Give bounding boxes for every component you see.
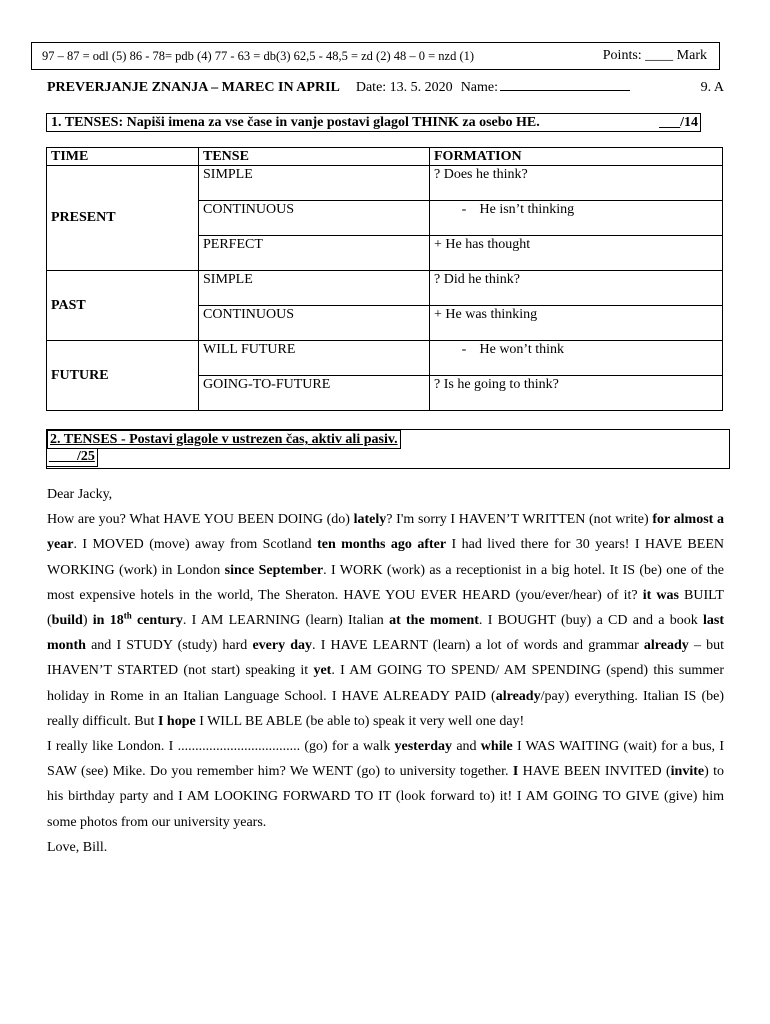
tense-cell: PERFECT: [199, 236, 430, 271]
letter-text-segment: . I WORK (work) as a receptionist in a big hotel. It IS (be) one of the most expensive hotels in the world, The Sheraton. HAVE YOU EVER HEARD (you/ever/hear) of it?: [47, 562, 725, 603]
letter-text-segment: I had lived there for 30 years! I HAVE BEEN WORKING (work) in London: [47, 537, 724, 578]
emphasized-text: it was: [642, 587, 679, 603]
emphasized-text: yet: [313, 663, 332, 679]
letter-text-segment: I really like London. I ................................... (go) for a walk: [47, 739, 395, 755]
emphasized-text: I: [512, 764, 519, 780]
tense-cell: SIMPLE: [199, 166, 430, 201]
table-row: [47, 166, 723, 201]
letter-text-segment: I WAS WAITING (wait) for a bus, I SAW (see) Mike. Do you remember him? We WENT (go) to university together.: [47, 739, 724, 780]
table-row: [47, 341, 723, 376]
letter-text-segment: and I STUDY (study) hard: [85, 638, 253, 654]
emphasized-text: while: [480, 739, 513, 755]
letter-text-segment: HAVE BEEN INVITED (: [518, 764, 671, 780]
letter-text-segment: ): [82, 613, 93, 629]
letter-text-segment: ? I'm sorry I HAVEN’T WRITTEN (not write): [386, 512, 653, 528]
letter-text-segment: – but IHAVEN’T STARTED (not start) speaking it: [47, 638, 724, 679]
letter-text-segment: . I AM GOING TO SPEND/ AM SPENDING (spend) this summer holiday in Rome in an Italian Language School. I HAVE ALREADY PAID (: [47, 663, 724, 704]
table-row: [47, 271, 723, 306]
emphasized-text: build: [51, 613, 83, 629]
letter-greeting: Dear Jacky,: [47, 487, 113, 502]
emphasized-text: last month: [47, 613, 725, 654]
letter-text-segment: BUILT (: [47, 587, 724, 629]
test-title: PREVERJANJE ZNANJA – MAREC IN APRIL: [47, 80, 340, 95]
letter-text-segment: . I HAVE LEARNT (learn) a lot of words and grammar: [312, 638, 644, 654]
tense-cell: SIMPLE: [199, 271, 430, 306]
time-present: PRESENT: [47, 166, 199, 271]
formation-text: He isn’t thinking: [479, 202, 575, 217]
letter-text-segment: How are you? What HAVE YOU BEEN DOING (do): [47, 512, 354, 528]
emphasized-text: I hope: [157, 713, 196, 729]
tense-cell: CONTINUOUS: [199, 306, 430, 341]
formation-cell: + He has thought: [430, 236, 723, 271]
section2-title: 2. TENSES - Postavi glagole v ustrezen čas, aktiv ali pasiv.: [47, 430, 401, 449]
emphasized-text: at the moment: [389, 613, 479, 629]
emphasized-text: already: [643, 638, 689, 654]
letter-text-segment: . I BOUGHT (buy) a CD and a book: [478, 613, 704, 629]
table-header-row: [47, 148, 723, 166]
tense-cell: GOING-TO-FUTURE: [199, 376, 430, 411]
formation-cell: ? Did he think?: [430, 271, 723, 306]
time-future: FUTURE: [47, 341, 199, 411]
formation-cell: + He was thinking: [430, 306, 723, 341]
test-date: Date: 13. 5. 2020: [355, 80, 453, 95]
formation-text: He won’t think: [479, 342, 565, 357]
negative-marker: -: [461, 202, 467, 217]
section1-heading: [46, 113, 701, 132]
emphasized-text: every day: [252, 638, 313, 654]
letter-closing: Love, Bill.: [47, 839, 108, 855]
grading-scale-box: [31, 42, 720, 70]
emphasized-text: th: [123, 610, 132, 621]
section2-score: ____/25: [47, 448, 98, 467]
tenses-table: [46, 147, 723, 411]
letter-text-segment: /pay) everything. Italian IS (be) really difficult. But: [47, 688, 724, 729]
tense-cell: WILL FUTURE: [199, 341, 430, 376]
grading-scale: 97 – 87 = odl (5) 86 - 78= pdb (4) 77 - 63 = db(3) 62,5 - 48,5 = zd (2) 48 – 0 = nzd (1): [42, 48, 475, 63]
name-label: Name:: [460, 80, 499, 95]
letter-text-segment: and: [452, 739, 481, 755]
negative-marker: -: [461, 342, 467, 357]
formation-cell: [430, 341, 723, 376]
emphasized-text: invite: [670, 764, 705, 780]
letter-paragraph-2: [47, 734, 724, 835]
formation-cell: [430, 201, 723, 236]
emphasized-text: ten months ago after: [317, 537, 447, 553]
emphasized-text: for almost a year: [47, 512, 724, 553]
letter-text-segment: . I AM LEARNING (learn) Italian: [182, 613, 390, 629]
section1-title: 1. TENSES: Napiši imena za vse čase in vanje postavi glagol THINK za osebo HE.: [51, 114, 540, 130]
emphasized-text: yesterday: [394, 739, 453, 755]
tense-cell: CONTINUOUS: [199, 201, 430, 236]
letter-text-segment: . I MOVED (move) away from Scotland: [73, 537, 318, 553]
emphasized-text: since September: [224, 562, 324, 578]
header-time: TIME: [47, 148, 199, 166]
letter-text-segment: ) to his birthday party and I AM LOOKING FORWARD TO IT (look forward to) it! I AM GOING TO GIVE (give) him some photos from our university years.: [47, 764, 724, 830]
section1-score: ___/14: [659, 114, 698, 130]
formation-cell: ? Does he think?: [430, 166, 723, 201]
formation-cell: ? Is he going to think?: [430, 376, 723, 411]
letter-text: [47, 482, 724, 860]
name-field[interactable]: [500, 78, 630, 91]
emphasized-text: in 18: [92, 613, 124, 629]
section2-heading: [46, 429, 730, 469]
emphasized-text: century: [131, 613, 183, 629]
letter-text-segment: I WILL BE ABLE (be able to) speak it very well one day!: [195, 713, 525, 729]
test-header: [47, 78, 724, 96]
emphasized-text: already: [495, 688, 541, 704]
header-formation: FORMATION: [430, 148, 723, 166]
time-past: PAST: [47, 271, 199, 341]
emphasized-text: lately: [353, 512, 387, 528]
points-mark-field: Points: ____ Mark: [602, 48, 707, 63]
header-tense: TENSE: [199, 148, 430, 166]
class-label: 9. A: [700, 80, 724, 95]
letter-paragraph-1: [47, 507, 724, 734]
